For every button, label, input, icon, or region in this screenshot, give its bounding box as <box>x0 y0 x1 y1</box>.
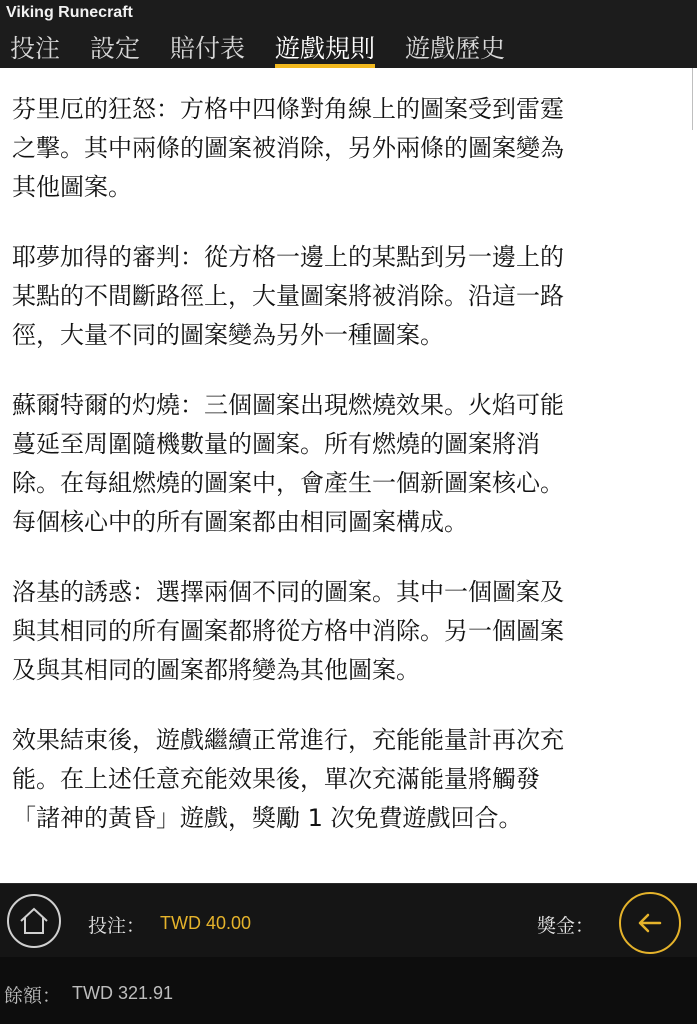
tab-paytable[interactable]: 賠付表 <box>170 34 246 63</box>
bet-value: TWD 40.00 <box>160 913 252 933</box>
rule-paragraph: 芬里厄的狂怒：方格中四條對角線上的圖案受到雷霆 之擊。其中兩條的圖案被消除，另外兩條的圖案變為 其他圖案。 <box>12 95 564 201</box>
balance-value: TWD 321.91 <box>72 983 174 1003</box>
tab-bar <box>10 34 535 64</box>
rules-content <box>12 90 662 869</box>
rule-paragraph: 耶夢加得的審判：從方格一邊上的某點到另一邊上的 某點的不間斷路徑上，大量圖案將被消除。沿這一路 徑，大量不同的圖案變為另外一種圖案。 <box>12 243 564 349</box>
rule-paragraph: 洛基的誘惑：選擇兩個不同的圖案。其中一個圖案及 與其相同的所有圖案都將從方格中消除。另一個圖案 及與其相同的圖案都將變為其他圖案。 <box>12 578 564 684</box>
back-button[interactable] <box>619 892 681 954</box>
balance-bar <box>0 957 697 1024</box>
tab-bet[interactable]: 投注 <box>10 34 61 63</box>
bet-bar <box>0 883 697 958</box>
rule-paragraph: 效果結束後，遊戲繼續正常進行，充能能量計再次充 能。在上述任意充能效果後，單次充滿能量將觸發 「諸神的黃昏」遊戲，獎勵 1 次免費遊戲回合。 <box>12 726 564 832</box>
top-bar <box>0 0 697 68</box>
scrollbar[interactable] <box>692 68 697 130</box>
win-label: 獎金： <box>537 915 595 937</box>
app-title: Viking Runecraft <box>6 4 133 21</box>
tab-settings[interactable]: 設定 <box>90 34 141 63</box>
home-button[interactable] <box>7 894 61 948</box>
tab-game-history[interactable]: 遊戲歷史 <box>405 34 506 63</box>
home-icon <box>9 896 59 946</box>
balance-label: 餘額： <box>4 985 62 1007</box>
tab-game-rules[interactable]: 遊戲規則 <box>275 34 376 63</box>
rule-paragraph: 蘇爾特爾的灼燒：三個圖案出現燃燒效果。火焰可能 蔓延至周圍隨機數量的圖案。所有燃燒的圖案將消 除。在每組燃燒的圖案中，會產生一個新圖案核心。 每個核心中的所有圖案都由相同圖案構成。 <box>12 391 564 536</box>
arrow-left-icon <box>621 894 679 952</box>
bet-label: 投注： <box>88 915 146 937</box>
